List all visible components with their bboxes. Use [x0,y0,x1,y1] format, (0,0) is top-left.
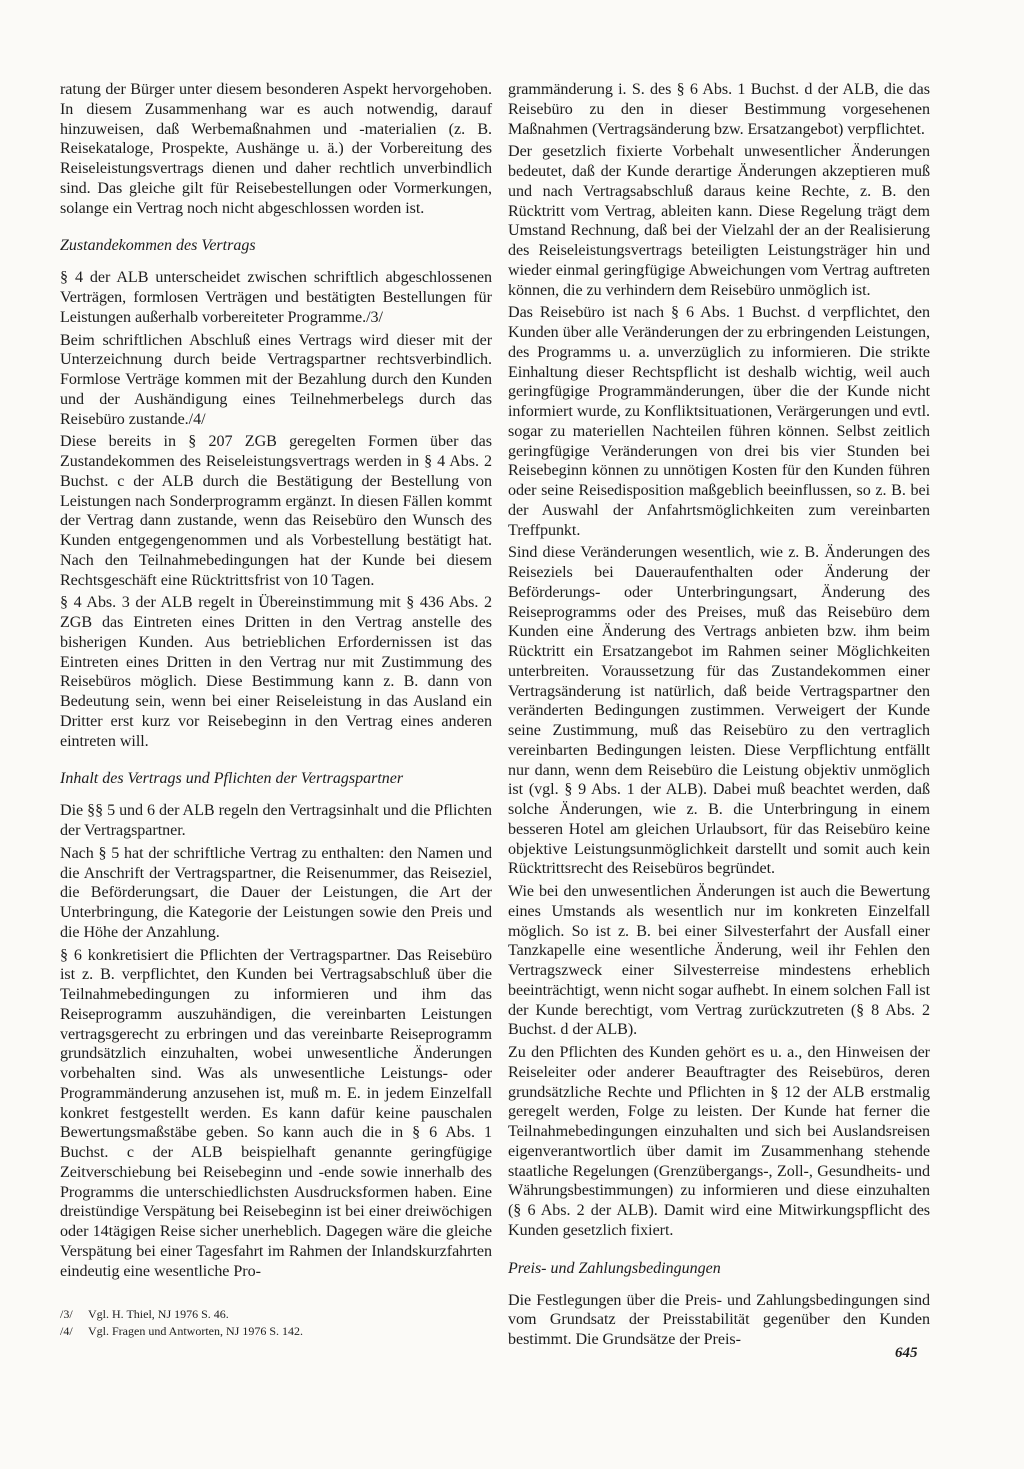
section-heading: Inhalt des Vertrags und Pflichten der Vertragspartner [60,770,404,788]
paragraph: Diese bereits in § 207 ZGB geregelten Formen über das Zustandekommen des Reiseleistungsvertrags werden in § 4 Abs. 2 Buchst. c der ALB durch die Bestätigung der Bestellung von Leistungen nach Sonderprogramm ergänzt. In diesen Fällen kommt der Vertrag dann zustande, wenn das Reisebüro den Wunsch des Kunden entgegengenommen und als Vorbestellung bestätigt hat. Nach den Teilnahmebedingungen hat der Kunde bei diesem Rechtsgeschäft eine Rücktrittsfrist von 10 Tagen. [60,433,492,589]
footnote-separator [60,1297,492,1298]
paragraph: Die Festlegungen über die Preis- und Zahlungsbedingungen sind vom Grundsatz der Preisstabilität gegenüber den Kunden bestimmt. Die Grundsätze der Preis- [508,1291,930,1348]
paragraph: Das Reisebüro ist nach § 6 Abs. 1 Buchst. d verpflichtet, den Kunden über alle Veränderungen der zu erbringenden Leistungen, des Programms u. a. unverzüglich zu informieren. Die strikte Einhaltung dieser Rechtspflicht ist deshalb wichtig, weil auch geringfügige Programmänderungen, über die der Kunde nicht informiert wurde, zu Konfliktsituationen, Verärgerungen und evtl. sogar zu materiellen Nachteilen führen können. Selbst zeitlich geringfügige Veränderungen von drei bis vier Stunden bei Reisebeginn können zu unnötigen Kosten für den Kunden führen oder seine Reisedisposition maßgeblich beeinflussen, so z. B. bei der Auswahl der Anfahrtsmöglichkeiten zum vereinbarten Treffpunkt. [508,304,930,539]
section-heading: Zustandekommen des Vertrags [60,237,256,255]
paragraph: Zu den Pflichten des Kunden gehört es u. a., den Hinweisen der Reiseleiter oder anderer Beauftragter des Reisebüros, deren grundsätzliche Rechte und Pflichten in § 12 der ALB erstmalig geregelt werden, Folge zu leisten. Der Kunde hat ferner die Teilnahmebedingungen einzuhalten und sich bei Auslandsreisen eigenverantwortlich über damit im Zusammenhang stehende staatliche Regelungen (Grenzübergangs-, Zoll-, Gesundheits- und Währungsbestimmungen) zu informieren und diese einzuhalten (§ 6 Abs. 2 der ALB). Damit wird eine Mitwirkungspflicht des Kunden gesetzlich fixiert. [508,1044,930,1239]
paragraph: grammänderung i. S. des § 6 Abs. 1 Buchst. d der ALB, die das Reisebüro zu den in dieser Bestimmung vorgesehenen Maßnahmen (Vertragsänderung bzw. Ersatzangebot) verpflichtet. [508,81,930,138]
paragraph: Der gesetzlich fixierte Vorbehalt unwesentlicher Änderungen bedeutet, daß der Kunde derartige Änderungen akzeptieren muß und nach Vertragsabschluß daraus keine Rechte, z. B. den Rücktritt vom Vertrag, ableiten kann. Diese Regelung trägt dem Umstand Rechnung, daß bei der Vielzahl der an der Realisierung des Reiseleistungsvertrags beteiligten Leistungsträger hin und wieder einmal geringfügige Abweichungen vom Vertrag auftreten können, die zu verhindern dem Reisebüro unmöglich ist. [508,143,930,299]
left-column [60,80,492,1340]
right-column [508,80,930,1353]
paragraph: Nach § 5 hat der schriftliche Vertrag zu enthalten: den Namen und die Anschrift der Vertragspartner, die Reisenummer, das Reiseziel, die Beförderungsart, die Dauer der Leistungen, die Art der Unterbringung, die Kategorie der Leistungen sowie den Preis und die Höhe der Anzahlung. [60,844,492,941]
paragraph: Die §§ 5 und 6 der ALB regeln den Vertragsinhalt und die Pflichten der Vertragspartner. [60,802,492,839]
footnote-mark: /4/ [60,1324,73,1339]
footnote-text: Vgl. H. Thiel, NJ 1976 S. 46. [88,1307,229,1322]
paragraph: § 4 der ALB unterscheidet zwischen schriftlich abgeschlossenen Verträgen, formlosen Verträgen und bestätigten Bestellungen für Leistungen außerhalb vorbereiteter Programme./3/ [60,269,492,326]
footnote-text: Vgl. Fragen und Antworten, NJ 1976 S. 142. [88,1324,303,1339]
footnote-mark: /3/ [60,1307,73,1322]
paragraph: § 4 Abs. 3 der ALB regelt in Übereinstimmung mit § 436 Abs. 2 ZGB das Eintreten eines Dritten in den Vertrag anstelle des bisherigen Kunden. Aus betrieblichen Erfordernissen ist das Eintreten eines Dritten in den Vertrag nur mit Zustimmung des Reisebüros möglich. Diese Bestimmung kann z. B. dann von Bedeutung sein, wenn bei einer Reiseleistung in das Ausland ein Dritter erst kurz vor Reisebeginn in den Vertrag eines anderen eintreten will. [60,594,492,750]
paragraph: Beim schriftlichen Abschluß eines Vertrags wird dieser mit der Unterzeichnung durch beide Vertragspartner rechtsverbindlich. Formlose Verträge kommen mit der Bezahlung durch den Kunden und der Aushändigung eines Teilnehmerbelegs durch das Reisebüro zustande./4/ [60,331,492,428]
page-number: 645 [895,1345,918,1361]
footnote [60,1323,492,1340]
paragraph: ratung der Bürger unter diesem besonderen Aspekt hervorgehoben. In diesem Zusammenhang war es auch notwendig, darauf hinzuweisen, daß Werbemaßnahmen und -materialien (z. B. Reisekataloge, Prospekte, Aushänge u. ä.) der Vorbereitung des Reiseleistungsvertrags dienen und daher rechtlich unverbindlich sind. Das gleiche gilt für Reisebestellungen oder Vormerkungen, solange ein Vertrag noch nicht abgeschlossen worden ist. [60,81,492,217]
paragraph: Sind diese Veränderungen wesentlich, wie z. B. Änderungen des Reiseziels bei Daueraufenthalten oder Änderung der Beförderungs- oder Unterbringungsart, Änderung des Reiseprogramms oder des Preises, muß das Reisebüro dem Kunden eine Änderung des Vertrags anbieten bzw. ihm beim Rücktritt ein Ersatzangebot im Rahmen seiner Möglichkeiten unterbreiten. Voraussetzung für das Zustandekommen einer Vertragsänderung ist natürlich, daß beide Vertragspartner den veränderten Bedingungen zustimmen. Verweigert der Kunde seine Zustimmung, muß das Reisebüro zu den vertraglich vereinbarten Bedingungen leisten. Diese Verpflichtung entfällt nur dann, wenn dem Reisebüro die Leistung objektiv unmöglich ist (vgl. § 9 Abs. 1 der ALB). Dabei muß beachtet werden, daß solche Änderungen, wie z. B. die Unterbringung in einem besseren Hotel am gleichen Urlaubsort, für das Reisebüro keine objektive Leistungsunmöglichkeit darstellt und somit auch kein Rücktrittsrecht des Reisebüros begründet. [508,544,930,878]
footnote [60,1306,492,1323]
paragraph: Wie bei den unwesentlichen Änderungen ist auch die Bewertung eines Umstands als wesentlich nur im konkreten Einzelfall möglich. So ist z. B. bei einer Silvesterfahrt der Ausfall einer Tanzkapelle eine wesentliche Änderung, weil ihr Fehlen den Vertragszweck einer Silvesterreise mindestens erheblich beeinträchtigt, wenn nicht sogar aufhebt. In einem solchen Fall ist der Kunde berechtigt, vom Vertrag zurückzutreten (§ 8 Abs. 2 Buchst. d der ALB). [508,883,930,1039]
paragraph: § 6 konkretisiert die Pflichten der Vertragspartner. Das Reisebüro ist z. B. verpflichtet, den Kunden bei Vertragsabschluß über die Teilnahmebedingungen zu informieren und ihm das Reiseprogramm auszuhändigen, die vereinbarten Leistungen vertragsgerecht zu erbringen und das vereinbarte Reiseprogramm grundsätzlich einzuhalten, wobei unwesentliche Änderungen vorbehalten sind. Was als unwesentliche Leistungs- oder Programmänderung anzusehen ist, muß m. E. in jedem Einzelfall konkret festgestellt werden. Es kann dafür keine pauschalen Bewertungsmaßstäbe geben. So kann auch die in § 6 Abs. 1 Buchst. c der ALB beispielhaft genannte geringfügige Zeitverschiebung bei Reisebeginn und -ende sowie innerhalb des Programms die unterschiedlichsten Ausdrucksformen haben. Eine dreistündige Verspätung bei Reisebeginn ist bei einer dreiwöchigen oder 14tägigen Reise sicher unerheblich. Dagegen wäre die gleiche Verspätung bei einer Tagesfahrt im Rahmen der Inlandskurzfahrten eindeutig eine wesentliche Pro- [60,946,492,1280]
section-heading: Preis- und Zahlungsbedingungen [508,1259,721,1277]
